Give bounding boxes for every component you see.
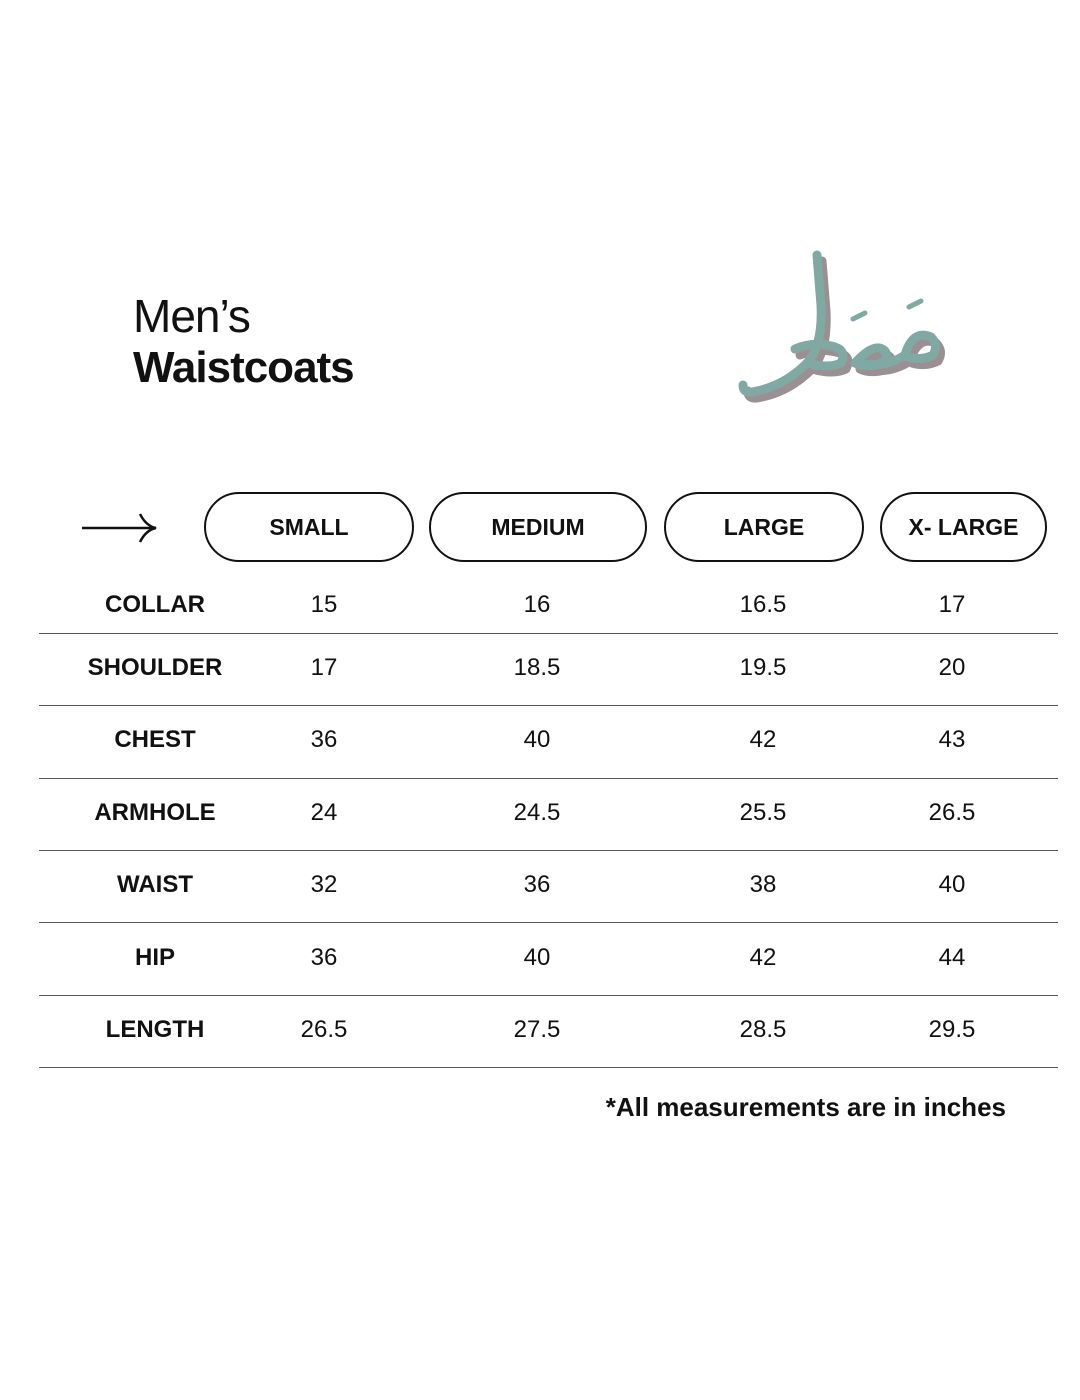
- cell-xlarge: 29.5: [928, 1016, 976, 1043]
- cell-medium: 16: [523, 591, 551, 618]
- cell-small: 15: [310, 591, 338, 618]
- row-label: COLLAR: [105, 591, 205, 618]
- cell-xlarge: 44: [938, 944, 966, 971]
- cell-large: 16.5: [739, 591, 787, 618]
- cell-small: 17: [310, 654, 338, 681]
- cell-medium: 36: [523, 871, 551, 898]
- row-divider: [39, 778, 1058, 779]
- cell-large: 42: [749, 726, 777, 753]
- row-divider: [39, 850, 1058, 851]
- cell-xlarge: 17: [938, 591, 966, 618]
- row-label: HIP: [134, 944, 175, 971]
- size-xlarge-button[interactable]: X- LARGE: [880, 492, 1047, 562]
- cell-xlarge: 20: [938, 654, 966, 681]
- cell-medium: 24.5: [513, 799, 561, 826]
- cell-xlarge: 40: [938, 871, 966, 898]
- title-line-mens: Men’s: [133, 290, 250, 342]
- cell-xlarge: 43: [938, 726, 966, 753]
- size-medium-button[interactable]: MEDIUM: [429, 492, 647, 562]
- row-divider: [39, 995, 1058, 996]
- cell-xlarge: 26.5: [928, 799, 976, 826]
- row-divider: [39, 1067, 1058, 1068]
- row-label: SHOULDER: [87, 654, 223, 681]
- cell-small: 36: [310, 726, 338, 753]
- row-label: ARMHOLE: [94, 799, 216, 826]
- cell-large: 38: [749, 871, 777, 898]
- cell-small: 24: [310, 799, 338, 826]
- cell-medium: 27.5: [513, 1016, 561, 1043]
- cell-small: 26.5: [300, 1016, 348, 1043]
- table-row: [0, 783, 1080, 843]
- row-divider: [39, 633, 1058, 634]
- row-label: WAIST: [117, 871, 193, 898]
- brand-logo: [735, 245, 950, 420]
- table-row: [0, 855, 1080, 915]
- size-large-button[interactable]: LARGE: [664, 492, 864, 562]
- row-divider: [39, 705, 1058, 706]
- title-line-waistcoats: Waistcoats: [133, 343, 354, 392]
- row-label: LENGTH: [105, 1016, 205, 1043]
- table-row: [0, 710, 1080, 770]
- row-divider: [39, 922, 1058, 923]
- size-small-button[interactable]: SMALL: [204, 492, 414, 562]
- cell-small: 32: [310, 871, 338, 898]
- table-row: [0, 575, 1080, 635]
- right-arrow-icon: [80, 510, 160, 546]
- table-row: [0, 638, 1080, 698]
- cell-medium: 18.5: [513, 654, 561, 681]
- cell-large: 25.5: [739, 799, 787, 826]
- measurement-footnote: *All measurements are in inches: [605, 1092, 1006, 1122]
- cell-large: 42: [749, 944, 777, 971]
- table-row: [0, 928, 1080, 988]
- table-row: [0, 1000, 1080, 1060]
- row-label: CHEST: [114, 726, 196, 753]
- cell-small: 36: [310, 944, 338, 971]
- cell-medium: 40: [523, 944, 551, 971]
- cell-large: 28.5: [739, 1016, 787, 1043]
- page-title: [133, 290, 354, 394]
- cell-large: 19.5: [739, 654, 787, 681]
- cell-medium: 40: [523, 726, 551, 753]
